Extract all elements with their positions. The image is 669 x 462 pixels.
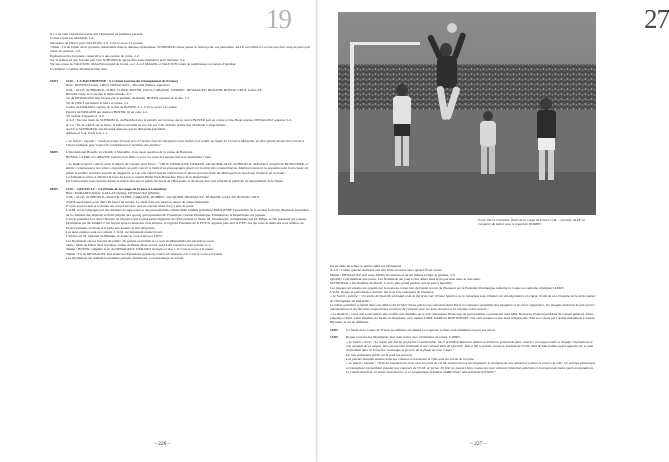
paragraph: Centre de DURAND, reprise de la tête de BOYER. 3-1. C'est le score à la pause.	[66, 105, 178, 110]
press-quote: Le même quotidien a répété dans son édition du 10 Mai "Deux autres ont commenté dans Paris la commune sympathie des équipiers et les leurs supporters. On imagine aisément la joie qui les manifestèrent et les Parisiens respectèrent comment de l'entente avec les leurs durant un tel résultat si fort acquis."	[330, 303, 595, 312]
paragraph: « Le Radical » verse une souscription afin d'offrir une médaille en or aux vainqueurs. Beaucoup de personnalités y participent dont MM. Bouisson, Paquet (président de conseil général), Tasso (député) et Petit. Cette médaille de forme rectangulaire, sera remise à MM. DARD et BOUTONNET, aux onze joueurs et aux deux remplaçants. Elle est conçue par l'artiste marseillais Lerpaux. Bijoutier, et est en diffusion.	[330, 311, 596, 325]
paragraph: L'arbitre est M. Quinard de Béthune. Il donne le coup d'envoi à 14h57.	[66, 234, 164, 239]
paragraph: Les joueurs ont ensuite été appelés par le nouveau coupe tout de faisant le tour de l'honneur par le Président Doumergue remettre la Coupe au capitaine olympien CLÉRE.	[330, 285, 565, 290]
paragraph: C'est la première fois dans l'histoire de l'épreuve que la plus haute dignitaire de l'État préside la finale. M. Doumergue, complimenté par M. Rimet, se fait présenter les joueurs Olympiens par M. DARD. C'est lui qui serre la main des trois arbitres, il s'agit du Président de la F.F.F.A. appelée plus tard la F.F.F., lui qui serre la main des trois arbitres de France présents au Stade et il parle aux joueurs et aux dirigeants.	[66, 217, 307, 230]
press-quote: « Le Soleil » signale : "Jeudi prochain (5 mai) vers 17 heures tous les Olympiens sont invités à se rendre au Stade Le Cornet à Marseille, un film sportif devant être tourné à l'heure indiquée pour lequel ils constitueront le meilleur des publics."	[66, 138, 304, 147]
right-text-column	[330, 264, 596, 374]
paragraph: O.M. : ALLÉ, SCHNOECK, MAGER, CLÉRE, CABASSU, DURBEC, JACQUIER, DEWAGUEZ, DURAND, GALLAY, BOYER, CRUT	[66, 195, 260, 200]
paragraph: SCHNOECK a été l'homme du match. C'est le plus grand gardien qui ait joué à Quevilly.	[330, 281, 453, 286]
chronicle-entry	[50, 150, 312, 159]
paragraph: Buts : BOYER (9 buts), CRUT, DEWAGUEZ – Brouillé (9ème), Apparicci	[66, 83, 170, 88]
photo-caption: 8 mai 1927 à Colombes, finale de la Coupe de France O.M. – Quevilly. ALLÉ va s'emparer du ballon sous le regard de DURBEC.	[478, 218, 585, 226]
left-text-column	[50, 32, 312, 261]
paragraph: En seconde mi-temps le public suffit les Olympiens.	[330, 264, 402, 268]
paragraph: 86ème : DEWAGUEZ part seul, dribble les arrières et de six mètres trompe le gardien. 3-0.	[330, 272, 456, 277]
paragraph: 34ème : BOYER complète le tir du DEWAGUEZ, DURAND récupère et tire. 1-0. C'est le score à la pause.	[66, 247, 214, 252]
paragraph: Les joueurs montent ensuite dans des voitures et traversent la ville sous les vivats de la foule.	[346, 356, 475, 361]
left-page	[0, 0, 316, 462]
paragraph: L'international Bonello va s'établir à Marseille. Il est aussi question de la venue de Batteaux.	[66, 150, 194, 155]
paragraph: La finale de la Coupe de France est diffusée au cinéma Le Capitole, le film a été acheminé en jour par avion.	[346, 327, 496, 332]
paragraph: Amiens et C.A. Paris font 1-1.	[66, 131, 108, 136]
paragraph: L'O.M. est accompagné par des dizaines de supporters et des personnalités comme MM. DARD (président BOUTONNET (président de la section football), Bouisson (président de la chambre des députés) et Petit (adjoint aux sports) qui représente M. Flaissières. Gaston Doumergue, Président de la République, est présent.	[66, 208, 309, 217]
paragraph: Les Normands ont les faveurs du public. Ils partent en trombe et ce sont les Marseillais qui ouvrent le score.	[66, 238, 215, 243]
paragraph: Tir de CRUT qui heurte la barre et rentre. 2-1.	[66, 100, 130, 105]
paragraph: 70ème : Tir de DEWAGUEZ mal arrêté par Paldedoux (gardien), GALLAY reprend. 2-0. C'est le score à la pause.	[66, 251, 223, 256]
entry-date: 13/05	[330, 335, 338, 340]
paragraph: ALLÉ et SCHNOECK ont été aussi mauvais que le dimanche précédent.	[66, 126, 167, 131]
paragraph: 23.858 spectateurs pour 196.148 francs de recette. Le stade n'est pas plein en raison du temps maussade.	[66, 199, 210, 204]
chronicle-entry	[330, 328, 596, 332]
paragraph: Quevilly a été meilleur que prévu. Les Normands ont joué à vive allure mais n'ont pas tenu toute la rencontre.	[330, 277, 481, 282]
entry-title: O.M. – LA BASTIDIENNE : 5-2 (2ème journée du Championnat de France)	[66, 79, 178, 84]
paragraph: À 5-2 : Tir de CRUT sur la barre, le ballon rebondit au sol, lob sur 7 M. Votrano donne une chandelle à vingt mètres.	[66, 122, 227, 127]
chronicle-entry	[50, 79, 312, 135]
paragraph: Un fond-parleur nous installe durant le match afin que le public du Stade de l'Huveaune et du Vieux-Port soit informé la publicité du déroulement de la finale.	[66, 179, 284, 184]
year-heading-right: 27	[644, 4, 669, 34]
page-number-right: – 227 –	[470, 441, 487, 447]
press-quote: « Le Soleil » signale : "Tous les membres du club, tous les amis de l'O.M. avaient tenu à accompagner le triomphe de nos valeureux joueurs à travers la ville. Un cortège pittoresque et triomphant s'assemblait pavoisé aux couleurs de l'O.M. ne forme. En fête les joueurs bien connus du cœur attirant l'attention générale et recevaient de toutes parts acclamations. Le comité directeur en entier était tourner et le sympathique président DARD était chaleureusement félicité."	[346, 361, 596, 374]
paragraph: Ouverture de CRUT pour VALETON. 2-0. C'est le score à la pause.	[50, 40, 144, 45]
match-photograph	[338, 12, 596, 215]
chronicle-entry	[50, 187, 312, 261]
entry-date: 03/03	[50, 79, 58, 84]
entry-date: 06/05	[50, 150, 58, 155]
year-heading-left: 19	[266, 4, 291, 34]
paragraph: Les deux équipes sont au complet. L'O.M. est largement donné favori.	[66, 230, 163, 235]
paragraph: Sur une passe de VALETON, MAGER reprend de la tête. 4-2. À 2-3 MAGER et VALETON ratent de nombreuses occasions d'égaliser.	[50, 62, 237, 67]
paragraph: La défense a comme d'habitude bien tenu.	[50, 66, 108, 71]
entry-date: 08/05	[50, 186, 58, 191]
paragraph: Sur la remise en jeu, la balle part vers SCHNOECK qui profite d'une hésitation pour marquer. 3-2.	[50, 58, 186, 63]
press-quote: « Le Soleil » précise : "Le maire de Quevilly présidait et de la fierté de voir l'Union Sportive en le remarqua sous tribunes sur des dignitaires en chœur l'éclat de son triomphe de la belle équipe de l'Olympique de Marseille."	[330, 294, 596, 303]
paragraph: Brouillé ouvre le score dès la 9ème minute. 0-1.	[66, 92, 133, 97]
paragraph: À 4-2 : Sur une main de SCHNOECK, un Bastidien tire le penalty sur la barre, sur le renvoi BOYER part en contre et tire. Beau reprise, DEWAGUEZ reprend. 5-2.	[66, 118, 292, 123]
paragraph: BOYER, CLÉRE et CABASSU partent pour Paris ce jour. Le reste de l'équipe suivra le lendemain 7 mai.	[66, 154, 212, 159]
entry-date: 10/05	[330, 327, 338, 332]
chronicle-entry	[330, 335, 596, 374]
paragraph: Tir violent d'Apparicci. 4-2.	[66, 113, 105, 118]
paragraph: Retour en train des Olympiens, leur train arrive avec 23 minutes de retard, à 18h05.	[346, 335, 461, 340]
chronicle-entry	[50, 162, 312, 184]
paragraph: L'O.M. épaule la performance du huit. Sur trois fois vainqueur de l'épreuve.	[330, 290, 435, 295]
paragraph: À 2-0 : L'ailier gauche normand rate une belle occasion alors qu'ALLÉ est à terre.	[330, 268, 443, 273]
left-intro	[50, 32, 312, 71]
paragraph: Buts : DURAND (3ème), GALLAY (6ème), DEWAGUEZ (65ème)	[66, 191, 160, 195]
paragraph: Penalty de DURAND qui donne à BOYER, tir en coin. 4-1.	[66, 109, 149, 114]
chronicle-entry	[50, 139, 312, 148]
paragraph: La délégation arrive à 22h30 à la Gare de Lyon et rejoint l'hôtel Paris-Bruxelles, Place de la République.	[66, 174, 210, 179]
paragraph: Corner repris par MAGER, 1-0.	[50, 36, 94, 41]
paragraph: Les Olympiens ont dominé la première période, Paldedoux, a eu davantage de travail.	[66, 256, 184, 261]
paragraph: Il y a un vent violent favorable aux Olympiens en première période.	[50, 32, 144, 36]
paragraph: O.M. : ALLÉ, SCHNOECK, WIRZ, CLÉRE, BOYER, CRUT, CABASSU, DURBEC, DEWAGUEZ, DURAND, BOYER, CRUT, GALLAY	[66, 87, 262, 92]
entry-title: O.M. – QUEVILLY : 3-0 (Finale de la Coupe de France à Colombes)	[66, 186, 167, 191]
press-quote: « Le Radical Sport » décrit ainsi le départ de l'équipe pour Paris : "CRUT, DEWAGUEZ, DURAND, JACQUIER, ALLÉ, SCHNOECK, MAGER et Joseph DE BUYSSCHER, ce dernier remplaçant à leur place, organisent un petit concert à l'aide d'un phonographe placé sur la table des compartiments. Malheureusement la population du train classe est gênée et préfère la bonne marche de l'appareil, et l'on voit CRUT inquiet à plein bras le phono qui interprète du Mistinguett au bas d'une chatterie de la mode."	[66, 161, 309, 175]
press-quote: « Le Soleil » écrit : "Le retour (de Paris) fut joyeux et mémorable. M. le président Bouisson atteint sa Présence prenant de faire réserver un wagon entier à l'équipe Olympienne et l'on campait de ce wagon, bien jouant bien d'intimité et ses compatriotes de Quevilly. Tout à fait le public, contre le football de l'O.M. Tant de Marseillais ayant apporté sur le quai du football dans la Provence, hommage la ferveur de la finale de leur Coupe."	[346, 339, 594, 353]
paragraph: Égalisation des Lyonnais consécutive à une reprise de volée. 2-2.	[50, 53, 140, 58]
paragraph: 73ème : Tir de l'ailier droit lyonnais, mésentente dans la défense olympienne, SCHNOECK laisse passer le ballon pour son partenaire, ALLÉ est tombé et ce n'est que d'un coup de pied qu'il sauve de justesse. 1-2.	[50, 45, 311, 54]
page-number-left: – 226 –	[154, 441, 171, 447]
paragraph: 2ème : Mais de Patrel dans le ballon, l'ailier de Bahia dévie au but, GALLAY reprend à bout portant. 0-1.	[66, 243, 211, 248]
paragraph: Tir de DEWAGUEZ mal bloqué par le gardien, chandelle, BOYER reprend de la tête. 1-1.	[66, 96, 191, 101]
paragraph: Il a plu toute la nuit et le matin. Au coup d'envoi le ciel est couvert mais il n'y a plus de pluie.	[66, 204, 195, 209]
paragraph: Un très nombreux public est là pour les recevoir.	[346, 352, 413, 357]
right-intro	[330, 264, 596, 325]
